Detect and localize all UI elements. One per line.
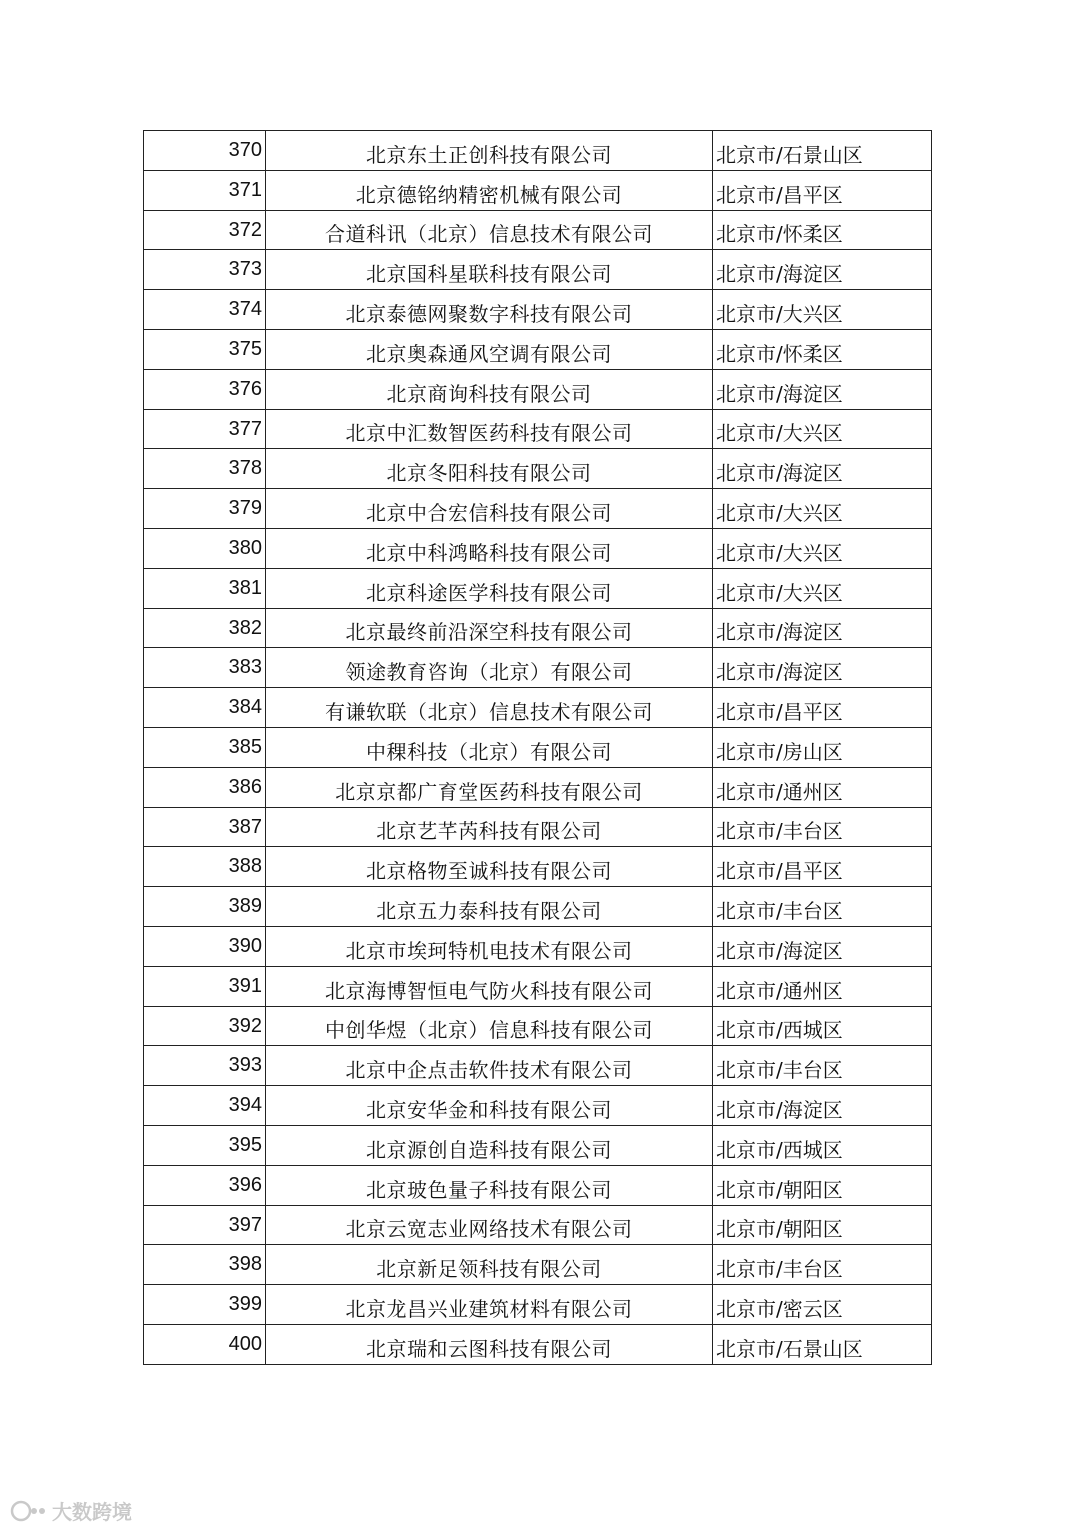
row-number-cell-text: 381 (228, 576, 262, 599)
table-row (144, 449, 932, 489)
company-name-cell-text: 北京京都广育堂医药科技有限公司 (335, 779, 643, 804)
table-row (144, 489, 932, 529)
row-number-cell-text: 392 (228, 1014, 262, 1037)
company-name-cell-text: 北京奥森通风空调有限公司 (366, 341, 612, 366)
location-cell-text: 北京市/昌平区 (716, 859, 843, 884)
table-row (144, 926, 932, 966)
location-cell-text: 北京市/密云区 (716, 1296, 843, 1321)
company-name-cell (266, 170, 713, 210)
row-number-cell-text: 398 (228, 1253, 262, 1276)
company-name-cell (266, 250, 713, 290)
location-cell-text: 北京市/海淀区 (716, 381, 843, 406)
company-name-cell-text: 北京龙昌兴业建筑材料有限公司 (345, 1296, 633, 1321)
company-name-cell (266, 608, 713, 648)
row-number-cell-text: 375 (228, 337, 262, 360)
location-cell (713, 1086, 932, 1126)
company-name-cell (266, 1006, 713, 1046)
location-cell (713, 1046, 932, 1086)
company-name-cell (266, 1245, 713, 1285)
company-name-cell-text: 北京市埃珂特机电技术有限公司 (345, 938, 633, 963)
row-number-cell (144, 1324, 266, 1364)
table-row (144, 1086, 932, 1126)
row-number-cell-text: 371 (228, 178, 262, 201)
row-number-cell-text: 370 (228, 139, 262, 161)
row-number-cell-text: 387 (228, 815, 262, 838)
row-number-cell-text: 395 (228, 1133, 262, 1156)
location-cell (713, 1006, 932, 1046)
location-cell-text: 北京市/昌平区 (716, 182, 843, 207)
location-cell-text: 北京市/海淀区 (716, 938, 843, 963)
row-number-cell (144, 329, 266, 369)
row-number-cell (144, 1046, 266, 1086)
location-cell (713, 1205, 932, 1245)
table-row (144, 807, 932, 847)
company-name-cell-text: 北京新足领科技有限公司 (376, 1257, 602, 1282)
company-name-cell (266, 1324, 713, 1364)
company-name-cell (266, 648, 713, 688)
location-cell-text: 北京市/大兴区 (716, 540, 843, 565)
table-row (144, 1285, 932, 1325)
table-row (144, 409, 932, 449)
table-row (144, 648, 932, 688)
company-name-cell (266, 767, 713, 807)
company-name-cell-text: 北京国科星联科技有限公司 (366, 262, 612, 287)
location-cell (713, 250, 932, 290)
location-cell-text: 北京市/通州区 (716, 978, 843, 1003)
table-row (144, 1324, 932, 1364)
location-cell (713, 966, 932, 1006)
location-cell (713, 1324, 932, 1364)
row-number-cell-text: 388 (228, 855, 262, 878)
company-name-cell-text: 领途教育咨询（北京）有限公司 (345, 660, 633, 685)
location-cell (713, 409, 932, 449)
location-cell-text: 北京市/海淀区 (716, 262, 843, 287)
row-number-cell (144, 688, 266, 728)
table-body (144, 131, 932, 1365)
table-row (144, 250, 932, 290)
company-name-cell (266, 489, 713, 529)
location-cell-text: 北京市/通州区 (716, 779, 843, 804)
company-name-cell-text: 北京五力泰科技有限公司 (376, 898, 602, 923)
row-number-cell (144, 1125, 266, 1165)
location-cell (713, 210, 932, 250)
row-number-cell-text: 384 (228, 696, 262, 719)
row-number-cell (144, 966, 266, 1006)
location-cell-text: 北京市/海淀区 (716, 461, 843, 486)
company-name-cell-text: 北京泰德网聚数字科技有限公司 (345, 301, 633, 326)
location-cell-text: 北京市/丰台区 (716, 1058, 843, 1083)
company-name-cell (266, 369, 713, 409)
company-name-cell-text: 北京艺芊芮科技有限公司 (376, 819, 602, 844)
company-name-cell (266, 1285, 713, 1325)
location-cell (713, 170, 932, 210)
row-number-cell (144, 210, 266, 250)
location-cell-text: 北京市/丰台区 (716, 1257, 843, 1282)
row-number-cell-text: 376 (228, 377, 262, 400)
location-cell-text: 北京市/朝阳区 (716, 1217, 843, 1242)
company-name-cell (266, 1046, 713, 1086)
location-cell (713, 648, 932, 688)
company-name-cell-text: 北京安华金和科技有限公司 (366, 1097, 612, 1122)
company-name-cell (266, 1205, 713, 1245)
location-cell-text: 北京市/丰台区 (716, 898, 843, 923)
table-row (144, 568, 932, 608)
watermark (10, 1496, 132, 1525)
table-row (144, 1125, 932, 1165)
company-list-table (143, 130, 932, 1365)
location-cell (713, 329, 932, 369)
row-number-cell-text: 391 (228, 974, 262, 997)
row-number-cell (144, 369, 266, 409)
company-name-cell (266, 807, 713, 847)
table-row (144, 170, 932, 210)
company-name-cell (266, 131, 713, 171)
row-number-cell-text: 389 (228, 895, 262, 918)
row-number-cell (144, 847, 266, 887)
location-cell (713, 528, 932, 568)
company-name-cell-text: 北京中科鸿略科技有限公司 (366, 540, 612, 565)
watermark-text: 大数跨境 (52, 1500, 132, 1524)
row-number-cell-text: 382 (228, 616, 262, 639)
company-name-cell (266, 290, 713, 330)
location-cell-text: 北京市/石景山区 (716, 142, 863, 167)
company-name-cell (266, 688, 713, 728)
table-row (144, 847, 932, 887)
row-number-cell (144, 648, 266, 688)
row-number-cell (144, 528, 266, 568)
row-number-cell (144, 1165, 266, 1205)
table-row (144, 1245, 932, 1285)
row-number-cell (144, 1245, 266, 1285)
company-name-cell-text: 北京最终前沿深空科技有限公司 (345, 620, 633, 645)
company-name-cell (266, 847, 713, 887)
location-cell (713, 688, 932, 728)
location-cell-text: 北京市/房山区 (716, 739, 843, 764)
row-number-cell (144, 568, 266, 608)
table-row (144, 1165, 932, 1205)
location-cell (713, 1125, 932, 1165)
location-cell-text: 北京市/海淀区 (716, 1097, 843, 1122)
table-row (144, 329, 932, 369)
row-number-cell (144, 489, 266, 529)
location-cell (713, 727, 932, 767)
row-number-cell-text: 374 (228, 298, 262, 321)
table-row (144, 1006, 932, 1046)
company-name-cell-text: 合道科讯（北京）信息技术有限公司 (325, 222, 653, 247)
row-number-cell-text: 385 (228, 735, 262, 758)
company-name-cell (266, 329, 713, 369)
row-number-cell (144, 926, 266, 966)
company-name-cell-text: 北京玻色量子科技有限公司 (366, 1177, 612, 1202)
row-number-cell-text: 399 (228, 1293, 262, 1316)
row-number-cell-text: 393 (228, 1054, 262, 1077)
row-number-cell (144, 1006, 266, 1046)
row-number-cell (144, 727, 266, 767)
company-name-cell-text: 北京东土正创科技有限公司 (366, 142, 612, 167)
company-name-cell-text: 北京科途医学科技有限公司 (366, 580, 612, 605)
table-row (144, 290, 932, 330)
company-name-cell (266, 409, 713, 449)
company-name-cell-text: 北京海博智恒电气防火科技有限公司 (325, 978, 653, 1003)
location-cell-text: 北京市/大兴区 (716, 500, 843, 525)
company-name-cell (266, 966, 713, 1006)
table-row (144, 727, 932, 767)
company-name-cell-text: 北京中企点击软件技术有限公司 (345, 1058, 633, 1083)
row-number-cell-text: 380 (228, 536, 262, 559)
company-name-cell (266, 449, 713, 489)
row-number-cell-text: 383 (228, 656, 262, 679)
location-cell (713, 568, 932, 608)
row-number-cell (144, 887, 266, 927)
location-cell (713, 1285, 932, 1325)
location-cell-text: 北京市/大兴区 (716, 580, 843, 605)
table-row (144, 1046, 932, 1086)
company-name-cell (266, 887, 713, 927)
company-name-cell-text: 北京云宽志业网络技术有限公司 (345, 1217, 633, 1242)
table-row (144, 608, 932, 648)
location-cell-text: 北京市/大兴区 (716, 301, 843, 326)
company-name-cell-text: 北京格物至诚科技有限公司 (366, 859, 612, 884)
table-row (144, 210, 932, 250)
location-cell (713, 767, 932, 807)
row-number-cell-text: 386 (228, 775, 262, 798)
location-cell-text: 北京市/怀柔区 (716, 222, 843, 247)
company-name-cell-text: 北京瑞和云图科技有限公司 (366, 1336, 612, 1361)
row-number-cell (144, 131, 266, 171)
location-cell-text: 北京市/大兴区 (716, 421, 843, 446)
company-name-cell-text: 中创华煜（北京）信息科技有限公司 (325, 1018, 653, 1043)
row-number-cell (144, 170, 266, 210)
location-cell (713, 131, 932, 171)
table-row (144, 767, 932, 807)
company-name-cell (266, 1125, 713, 1165)
location-cell (713, 847, 932, 887)
row-number-cell (144, 449, 266, 489)
location-cell (713, 449, 932, 489)
company-name-cell-text: 北京中汇数智医药科技有限公司 (345, 421, 633, 446)
location-cell (713, 887, 932, 927)
company-name-cell-text: 北京中合宏信科技有限公司 (366, 500, 612, 525)
row-number-cell (144, 1205, 266, 1245)
location-cell (713, 1245, 932, 1285)
location-cell (713, 489, 932, 529)
row-number-cell-text: 397 (228, 1213, 262, 1236)
company-name-cell (266, 926, 713, 966)
location-cell (713, 1165, 932, 1205)
location-cell (713, 807, 932, 847)
location-cell-text: 北京市/怀柔区 (716, 341, 843, 366)
row-number-cell (144, 608, 266, 648)
company-name-cell (266, 528, 713, 568)
location-cell-text: 北京市/石景山区 (716, 1336, 863, 1361)
company-name-cell (266, 210, 713, 250)
table-row (144, 528, 932, 568)
company-name-cell (266, 1086, 713, 1126)
row-number-cell (144, 807, 266, 847)
location-cell-text: 北京市/昌平区 (716, 699, 843, 724)
location-cell (713, 608, 932, 648)
location-cell (713, 926, 932, 966)
row-number-cell (144, 250, 266, 290)
row-number-cell-text: 372 (228, 218, 262, 241)
row-number-cell-text: 390 (228, 934, 262, 957)
location-cell (713, 369, 932, 409)
row-number-cell (144, 1086, 266, 1126)
row-number-cell-text: 378 (228, 457, 262, 480)
table-row (144, 1205, 932, 1245)
chat-bubble-logo-icon (10, 1499, 48, 1523)
row-number-cell-text: 396 (228, 1173, 262, 1196)
row-number-cell-text: 377 (228, 417, 262, 440)
location-cell-text: 北京市/朝阳区 (716, 1177, 843, 1202)
company-name-cell (266, 1165, 713, 1205)
row-number-cell-text: 400 (228, 1332, 262, 1355)
company-name-cell-text: 北京商询科技有限公司 (386, 381, 592, 406)
company-name-cell-text: 北京德铭纳精密机械有限公司 (355, 182, 623, 207)
location-cell (713, 290, 932, 330)
table-row (144, 369, 932, 409)
location-cell-text: 北京市/西城区 (716, 1018, 843, 1043)
company-name-cell-text: 中稞科技（北京）有限公司 (366, 739, 612, 764)
row-number-cell (144, 1285, 266, 1325)
location-cell-text: 北京市/丰台区 (716, 819, 843, 844)
location-cell-text: 北京市/海淀区 (716, 660, 843, 685)
company-name-cell (266, 568, 713, 608)
table-row (144, 966, 932, 1006)
row-number-cell (144, 767, 266, 807)
row-number-cell-text: 379 (228, 497, 262, 520)
company-name-cell-text: 北京冬阳科技有限公司 (386, 461, 592, 486)
table-row (144, 887, 932, 927)
table-row (144, 688, 932, 728)
company-name-cell-text: 北京源创自造科技有限公司 (366, 1137, 612, 1162)
row-number-cell (144, 290, 266, 330)
row-number-cell (144, 409, 266, 449)
table-row (144, 131, 932, 171)
row-number-cell-text: 373 (228, 258, 262, 281)
row-number-cell-text: 394 (228, 1094, 262, 1117)
location-cell-text: 北京市/海淀区 (716, 620, 843, 645)
location-cell-text: 北京市/西城区 (716, 1137, 843, 1162)
company-name-cell (266, 727, 713, 767)
company-name-cell-text: 有谦软联（北京）信息技术有限公司 (325, 699, 653, 724)
